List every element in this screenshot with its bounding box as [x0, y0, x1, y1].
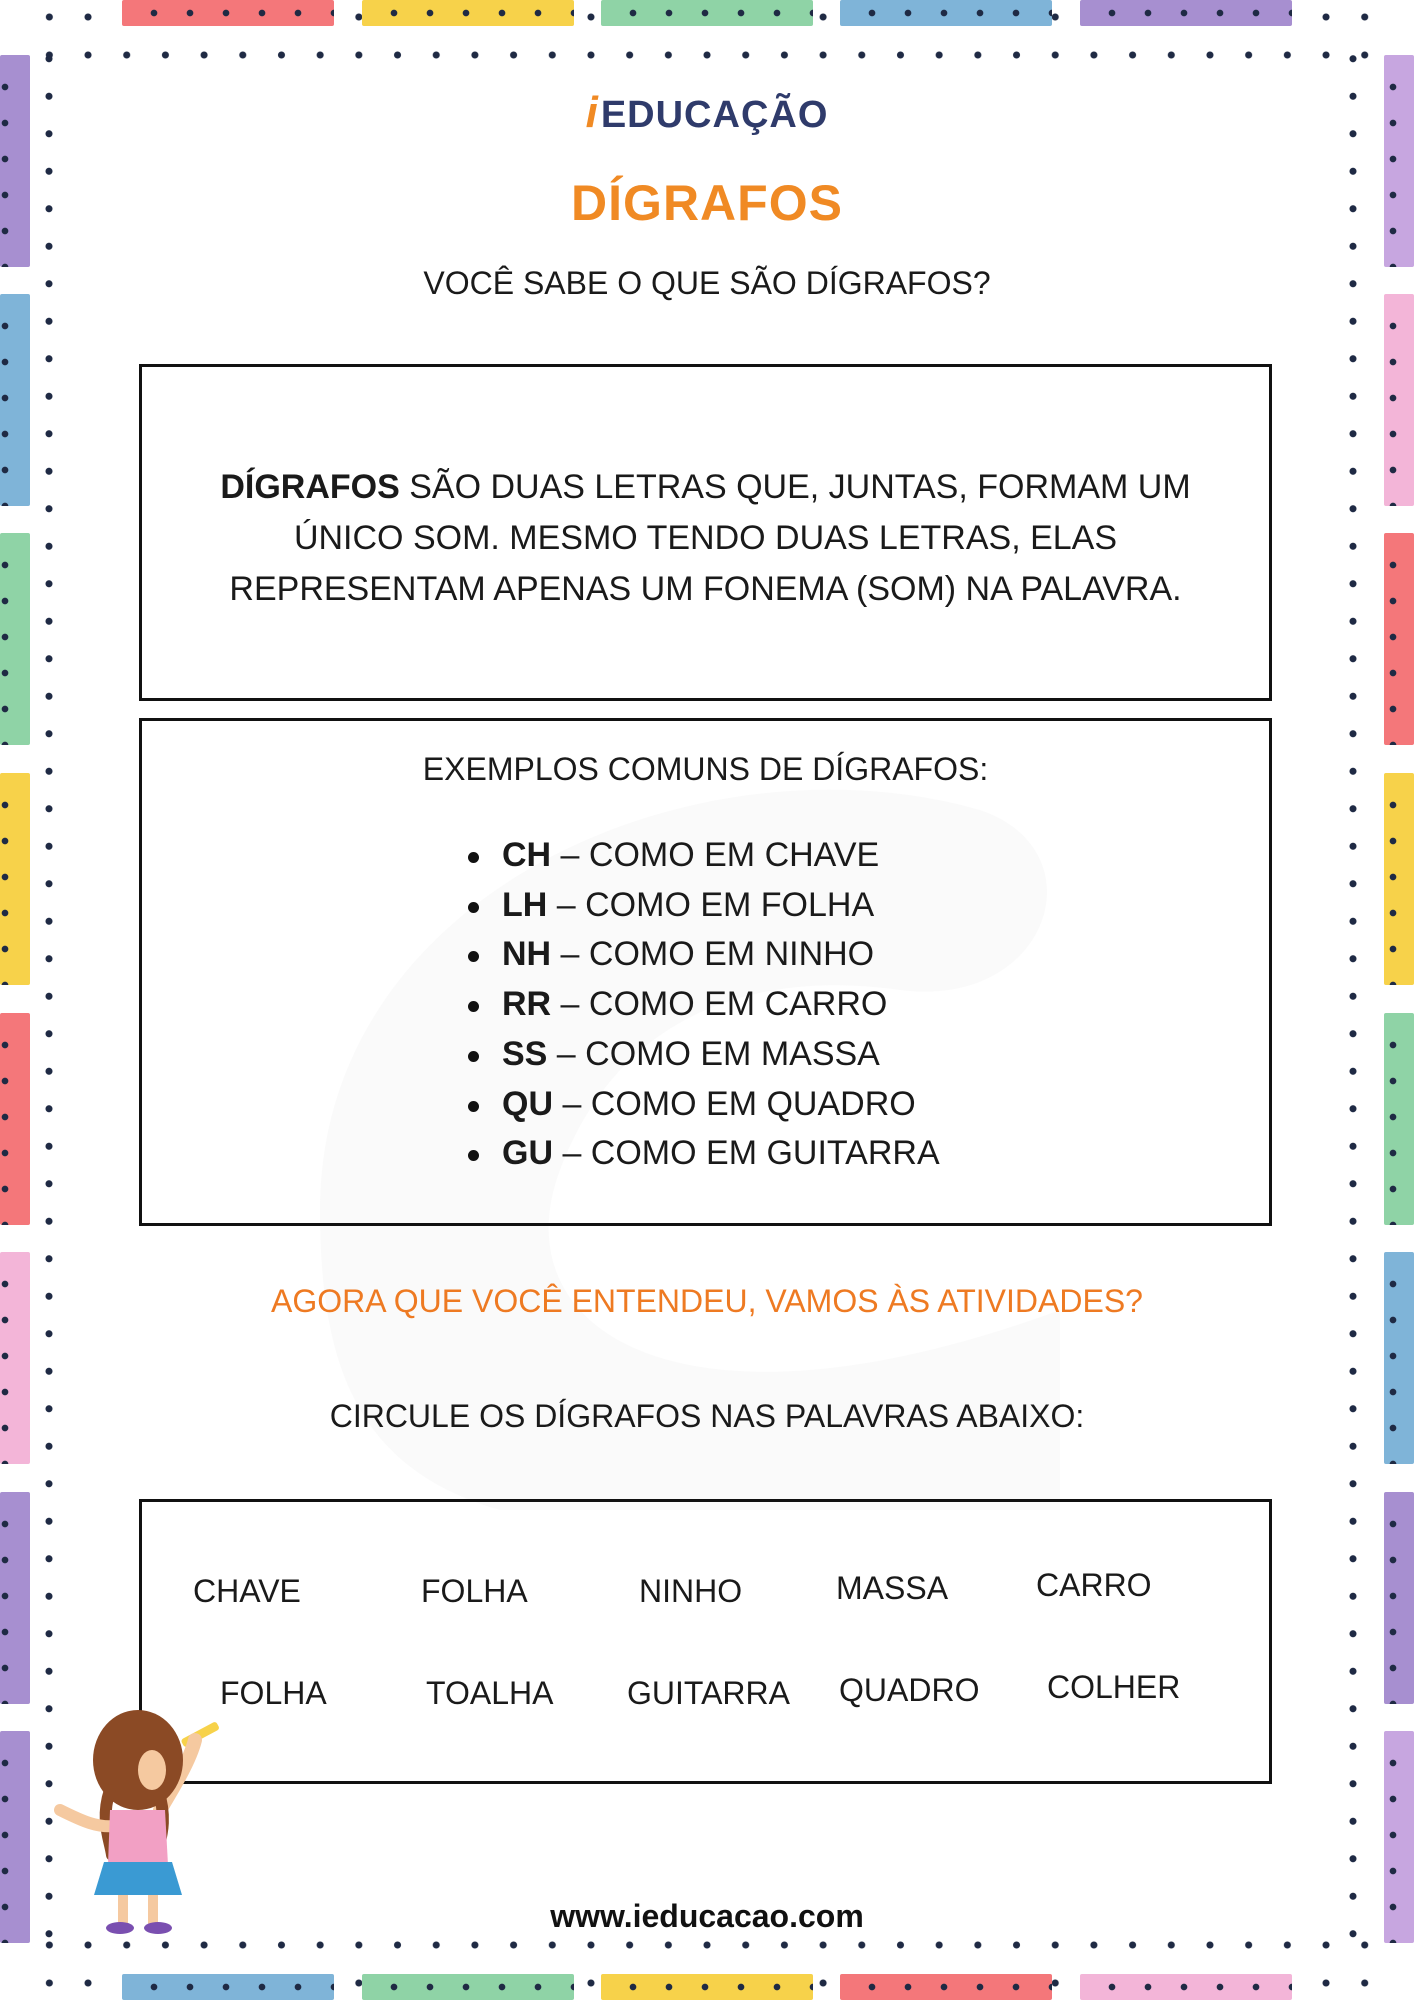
left-color-strip-purple	[0, 55, 30, 267]
digraph-example: – COMO EM CHAVE	[551, 836, 880, 874]
right-color-strip-green	[1384, 1013, 1414, 1225]
digraph-label: SS	[502, 1034, 548, 1073]
activity-instruction: CIRCULE OS DÍGRAFOS NAS PALAVRAS ABAIXO:	[329, 1398, 1085, 1434]
word-item[interactable]: MASSA	[836, 1570, 949, 1606]
page-title: DÍGRAFOS	[571, 175, 843, 231]
examples-box	[139, 718, 1272, 1226]
list-item	[462, 1129, 940, 1179]
top-dot-row-inner	[30, 48, 1384, 62]
word-item[interactable]: COLHER	[1047, 1669, 1181, 1705]
digraph-example: – COMO EM NINHO	[551, 935, 875, 974]
word-item[interactable]: GUITARRA	[627, 1675, 790, 1711]
top-color-strip-purple	[1080, 0, 1292, 26]
digraph-example: – COMO EM GUITARRA	[553, 1134, 940, 1173]
top-color-strip-green	[601, 0, 813, 26]
bottom-color-strip-pink	[1080, 1974, 1292, 2000]
bottom-color-strip-yellow	[601, 1974, 813, 2000]
right-color-strip-red	[1384, 533, 1414, 745]
logo-text: EDUCAÇÃO	[600, 94, 829, 136]
definition-box	[139, 364, 1272, 701]
word-item[interactable]: FOLHA	[220, 1675, 327, 1711]
words-box	[139, 1499, 1272, 1784]
digraph-example: – COMO EM FOLHA	[547, 885, 875, 924]
word-item[interactable]: QUADRO	[839, 1672, 980, 1708]
list-item	[462, 881, 940, 931]
examples-title: EXEMPLOS COMUNS DE DÍGRAFOS:	[422, 751, 989, 787]
list-item	[462, 1080, 940, 1130]
word-item[interactable]: TOALHA	[426, 1675, 554, 1711]
word-item[interactable]: CARRO	[1036, 1567, 1152, 1603]
right-color-strip-yellow	[1384, 773, 1414, 985]
bottom-color-strip-red	[840, 1974, 1052, 2000]
digraph-example: – COMO EM QUADRO	[553, 1084, 916, 1123]
activity-prompt: AGORA QUE VOCÊ ENTENDEU, VAMOS ÀS ATIVIDADES?	[271, 1283, 1143, 1319]
right-color-strip-lavender	[1384, 55, 1414, 267]
digraph-label: GU	[502, 1134, 553, 1173]
top-color-strip-yellow	[362, 0, 574, 26]
definition-text	[142, 462, 1269, 615]
examples-list	[462, 831, 940, 1179]
list-item	[462, 831, 940, 881]
left-color-strip-purple-2	[0, 1492, 30, 1704]
word-item[interactable]: NINHO	[639, 1573, 743, 1609]
left-color-strip-blue	[0, 294, 30, 506]
right-color-strip-purple	[1384, 1492, 1414, 1704]
digraph-label: NH	[502, 935, 552, 974]
digraph-example: – COMO EM MASSA	[547, 1034, 880, 1073]
digraph-label: LH	[502, 885, 548, 924]
definition-term: DÍGRAFOS	[220, 468, 400, 506]
website-url[interactable]: www.ieducacao.com	[550, 1898, 864, 1934]
digraph-label: QU	[502, 1084, 553, 1123]
top-color-strip-red	[122, 0, 334, 26]
logo-mark: i	[585, 88, 599, 137]
page-subtitle: VOCÊ SABE O QUE SÃO DÍGRAFOS?	[423, 265, 991, 301]
list-item	[462, 1030, 940, 1080]
left-color-strip-red	[0, 1013, 30, 1225]
bottom-dot-row-inner	[30, 1938, 1384, 1952]
bottom-color-strip-blue	[122, 1974, 334, 2000]
right-color-strip-pink	[1384, 294, 1414, 506]
list-item	[462, 930, 940, 980]
definition-body: SÃO DUAS LETRAS QUE, JUNTAS, FORMAM UM ÚNICO SOM. MESMO TENDO DUAS LETRAS, ELAS REPRESENTAM APENAS UM FONEMA (SOM) NA PALAVRA.	[229, 468, 1191, 608]
top-color-strip-blue	[840, 0, 1052, 26]
digraph-example: – COMO EM CARRO	[551, 985, 888, 1024]
digraph-label: RR	[502, 985, 552, 1024]
left-dot-column	[42, 40, 56, 1960]
right-dot-column	[1346, 40, 1360, 1960]
word-item[interactable]: FOLHA	[421, 1573, 528, 1609]
digraph-label: CH	[502, 836, 552, 874]
left-color-strip-green	[0, 533, 30, 745]
left-color-strip-yellow	[0, 773, 30, 985]
bottom-color-strip-green	[362, 1974, 574, 2000]
word-item[interactable]: CHAVE	[193, 1573, 301, 1609]
brand-logo	[0, 88, 1414, 138]
list-item	[462, 980, 940, 1030]
